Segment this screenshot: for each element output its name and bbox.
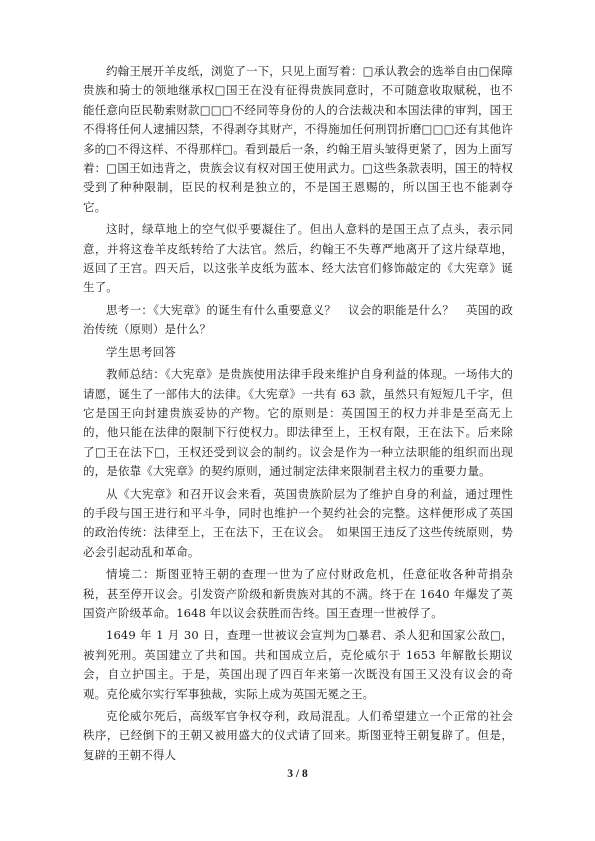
paragraph-scenario-two: 情境二：斯图亚特王朝的查理一世为了应付财政危机，任意征收各种苛捐杂税，甚至停开议会。引发资产阶级和新贵族对其的不满。终于在 1640 年爆发了英国资产阶级革命。1648 年以议会获胜而告终。国王查理一世被俘了。	[83, 567, 513, 620]
paragraph-political-tradition: 从《大宪章》和召开议会来看，英国贵族阶层为了维护自身的利益，通过理性的手段与国王进行和平斗争，同时也维护一个契约社会的完整。这样便形成了英国的政治传统：法律至上，王在法下，王在议会。 如果国王违反了这些传统原则，势必会引起动乱和革命。	[83, 486, 513, 559]
paragraph-magna-carta-birth: 这时，绿草地上的空气似乎要凝住了。但出人意料的是国王点了点头，表示同意，并将这卷羊皮纸转给了大法官。然后，约翰王不失尊严地离开了这片绿草地，返回了王宫。四天后，以这张羊皮纸为蓝本、经大法官们修饰敲定的《大宪章》诞生了。	[83, 222, 513, 295]
paragraph-restoration: 克伦威尔死后，高级军官争权夺利，政局混乱。人们希望建立一个正常的社会秩序，已经倒下的王朝又被用盛大的仪式请了回来。斯图亚特王朝复辟了。但是，复辟的王朝不得人	[83, 709, 513, 762]
paragraph-magna-carta-text: 约翰王展开羊皮纸，浏览了一下，只见上面写着：□承认教会的选举自由□保障贵族和骑士的领地继承权□国王在没有征得贵族同意时，不可随意收取赋税，也不能任意向臣民勒索财款□□□不经同等身份的人的合法裁决和本国法律的审判，国王不得将任何人逮捕囚禁，不得剥夺其财产，不得施加任何刑罚折磨□□□还有其他许多的□不得这样、不得那样□。看到最后一条，约翰王眉头皱得更紧了，因为上面写着：□国王如违背之，贵族会议有权对国王使用武力。□这些条款表明，国王的特权受到了种种限制，臣民的权利是独立的，不是国王恩赐的，所以国王也不能剥夺它。	[83, 64, 513, 214]
body-text	[83, 62, 513, 768]
paragraph-student-answer: 学生思考回答	[106, 344, 176, 359]
page-number: 3 / 8	[287, 768, 308, 780]
paragraph-teacher-summary: 教师总结：《大宪章》是贵族使用法律手段来维护自身利益的体现。一场伟大的请愿，诞生了一部伟大的法律。《大宪章》一共有 63 款，虽然只有短短几千字，但它是国王向封建贵族妥协的产物。它的原则是：英国国王的权力并非是至高无上的，他只能在法律的限制下行使权力。即法律至上，王权有限，王在法下。后来除了□王在法下□，王权还受到议会的制约。议会是作为一种立法职能的组织而出现的，是依靠《大宪章》的契约原则，通过制定法律来限制君主权力的重要力量。	[83, 367, 513, 479]
paragraph-question-one: 思考一：《大宪章》的诞生有什么重要意义？ 议会的职能是什么？ 英国的政治传统（原则）是什么？	[83, 302, 513, 337]
paragraph-1649-execution: 1649 年 1 月 30 日，查理一世被议会宣判为□暴君、杀人犯和国家公敌□，被判死刑。英国建立了共和国。共和国成立后，克伦威尔于 1653 年解散长期议会，自立护国主。于是，英国出现了四百年来第一次既没有国王又没有议会的奇观。克伦威尔实行军事独裁，实际上成为英国无冕之王。	[83, 628, 513, 701]
